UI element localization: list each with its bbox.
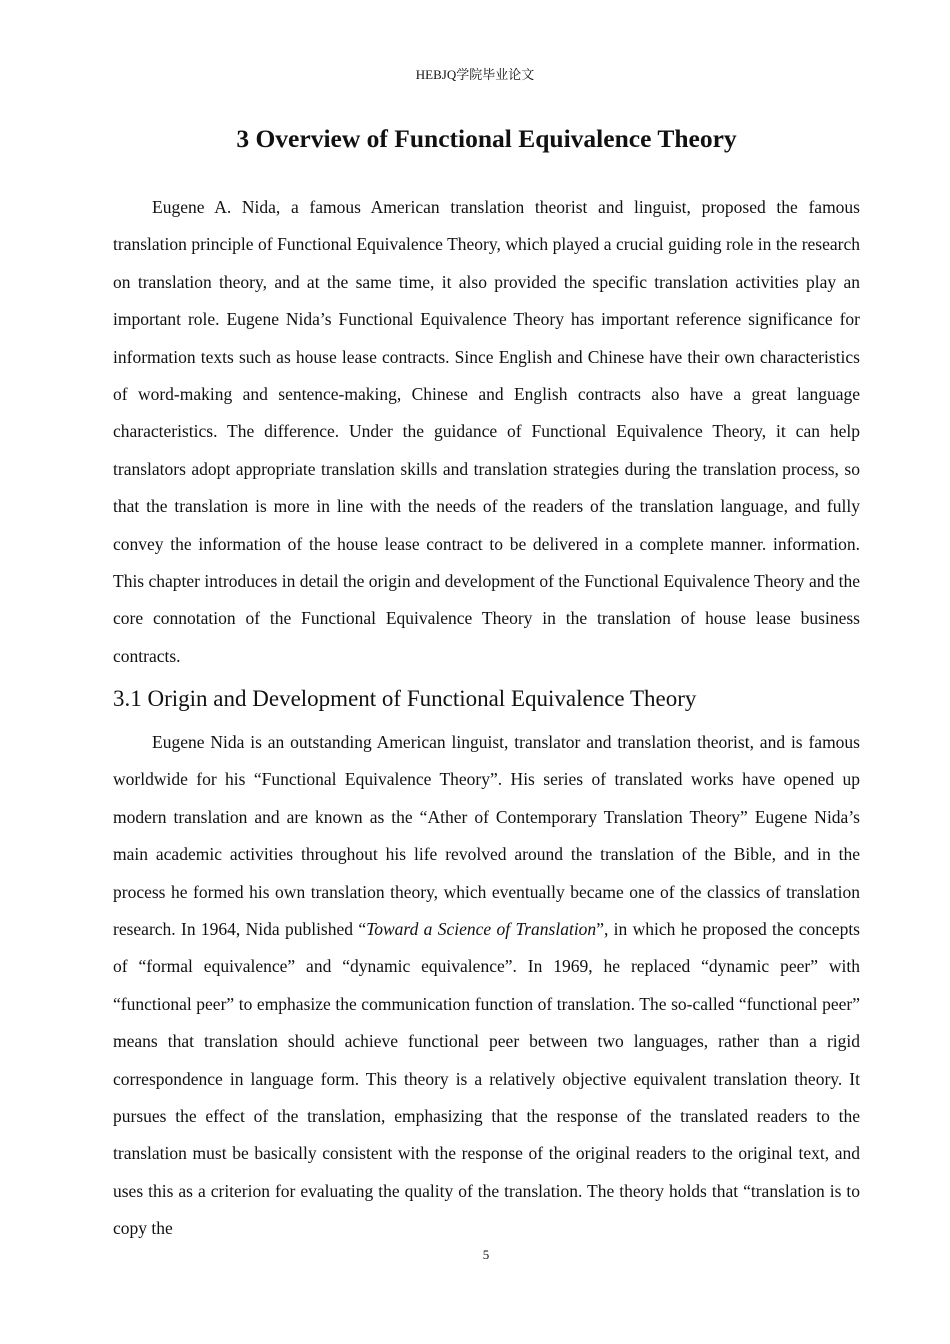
paragraph-intro: Eugene A. Nida, a famous American translation theorist and linguist, proposed the famous translation principle of Functional Equivalence Theory, which played a crucial guiding role in the research on translation theory, and at the same time, it also provided the specific translation activities play an important role. Eugene Nida’s Functional Equivalence Theory has important reference significance for information texts such as house lease contracts. Since English and Chinese have their own characteristics of word-making and sentence-making, Chinese and English contracts also have a great language characteristics. The difference. Under the guidance of Functional Equivalence Theory, it can help translators adopt appropriate translation skills and translation strategies during the translation process, so that the translation is more in line with the needs of the readers of the translation language, and fully convey the information of the house lease contract to be delivered in a complete manner. information. This chapter introduces in detail the origin and development of the Functional Equivalence Theory and the core connotation of the Functional Equivalence Theory in the translation of house lease business contracts. — [113, 197, 860, 666]
section-heading: 3.1 Origin and Development of Functional Equivalence Theory — [113, 686, 697, 711]
paragraph-text: Eugene Nida is an outstanding American linguist, translator and translation theorist, and is famous worldwide for his “Functional Equivalence Theory”. His series of translated works have opened up modern translation and are known as the “Ather of Contemporary Translation Theory” Eugene Nida’s main academic activities throughout his life revolved around the translation of the Bible, and in the process he formed his own translation theory, which eventually became one of the classics of translation research. In 1964, Nida published “ — [113, 732, 860, 940]
paragraph-text: ”, in which he proposed the concepts of “formal equivalence” and “dynamic equivalence”. In 1969, he replaced “dynamic peer” with “functional peer” to emphasize the communication function of translation. The so-called “functional peer” means that translation should achieve functional peer between two languages, rather than a rigid correspondence in language form. This theory is a relatively objective equivalent translation theory. It pursues the effect of the translation, emphasizing that the response of the translated readers to the translation must be basically consistent with the response of the original readers to the original text, and uses this as a criterion for evaluating the quality of the translation. The theory holds that “translation is to copy the — [113, 919, 860, 1239]
book-title: Toward a Science of Translation — [366, 919, 597, 940]
chapter-title: 3 Overview of Functional Equivalence Theory — [236, 124, 737, 153]
paragraph-origin — [113, 724, 860, 1248]
page-header: HEBJQ学院毕业论文 — [415, 67, 535, 82]
page-number: 5 — [482, 1247, 490, 1262]
